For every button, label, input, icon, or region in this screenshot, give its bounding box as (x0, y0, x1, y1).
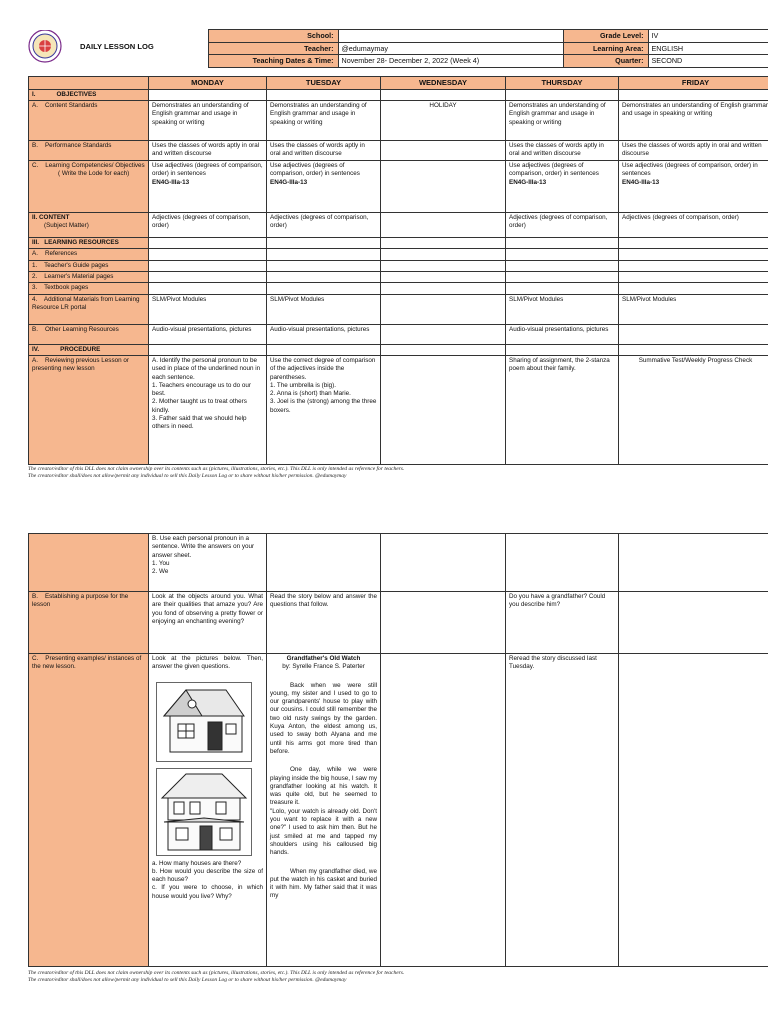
area-value: ENGLISH (648, 42, 768, 55)
lm-pages-label: 2. Learner's Material pages (29, 272, 149, 283)
footer-line-2: The creator/editor shall/does not allow/permit any individual to sell this Daily Lesson Log or to share without his/her permission. @edumaymay (28, 977, 347, 984)
resources-label: III. LEARNING RESOURCES (29, 238, 149, 249)
tg-pages-label: 1. Teacher's Guide pages (29, 260, 149, 271)
day-header-tuesday: TUESDAY (267, 77, 381, 90)
review-thu: Sharing of assignment, the 2-stanza poem about their family. (506, 355, 619, 464)
content-standards-thu: Demonstrates an understanding of English grammar and usage in speaking or writing (506, 101, 619, 141)
competency-code: EN4G-IIIa-13 (270, 178, 308, 186)
examples-thu: Reread the story discussed last Tuesday. (506, 654, 619, 967)
house-small-picture (156, 682, 263, 762)
performance-standards-mon: Uses the classes of words aptly in oral and written discourse (149, 141, 267, 161)
quarter-value: SECOND (648, 55, 768, 68)
other-resources-mon: Audio-visual presentations, pictures (149, 324, 267, 344)
day-header-thursday: THURSDAY (506, 77, 619, 90)
dates-value: November 28- December 2, 2022 (Week 4) (338, 55, 563, 68)
textbook-pages-label: 3. Textbook pages (29, 283, 149, 294)
content-thu: Adjectives (degrees of comparison, order) (506, 213, 619, 238)
story-title: Grandfather's Old Watch (286, 655, 361, 662)
competencies-fri (619, 161, 768, 213)
additional-materials-label: 4. Additional Materials from Learning Resource LR portal (29, 294, 149, 324)
examples-label: C. Presenting examples/ instances of the new lesson. (29, 654, 149, 967)
purpose-thu: Do you have a grandfather? Could you describe him? (506, 592, 619, 654)
competency-text: Use adjectives (degrees of comparison, order) in sentences (622, 162, 758, 178)
header-block (28, 29, 768, 68)
competencies-label-cell (29, 161, 149, 213)
examples-mon (149, 654, 267, 967)
additional-materials-mon: SLM/Pivot Modules (149, 294, 267, 324)
footer-disclaimer-1 (28, 466, 748, 481)
competency-code: EN4G-IIIa-13 (622, 178, 660, 186)
content-standards-mon: Demonstrates an understanding of English grammar and usage in speaking or writing (149, 101, 267, 141)
main-table-page2 (28, 533, 768, 967)
content-standards-fri: Demonstrates an understanding of English grammar and usage in speaking or writing (619, 101, 768, 141)
review-label: A. Reviewing previous Lesson or presenting new lesson (29, 355, 149, 464)
other-resources-thu: Audio-visual presentations, pictures (506, 324, 619, 344)
competency-text: Use adjectives (degrees of comparison, order) in sentences (509, 162, 599, 178)
competencies-mon (149, 161, 267, 213)
footer-line-2: The creator/editor shall/does not allow/permit any individual to sell this Daily Lesson Log or to share without his/her permission. @edumaymay (28, 473, 347, 480)
content-label: II. CONTENT (32, 214, 70, 222)
competencies-sub: ( Write the Lode for each) (58, 170, 130, 178)
competency-text: Use adjectives (degrees of comparison, order) in sentences (152, 162, 263, 178)
teacher-label: Teacher: (208, 42, 338, 55)
objectives-header: I. OBJECTIVES (29, 89, 149, 100)
footer-disclaimer-2 (28, 970, 748, 985)
additional-materials-thu: SLM/Pivot Modules (506, 294, 619, 324)
footer-line-1: The creator/editor of this DLL does not claim ownership over its contents such as (pictures, illustrations, stories, etc.). This DLL is only intended as reference for teachers. (28, 970, 405, 976)
competencies-label: C. Learning Competencies/ Objectives (32, 162, 145, 170)
content-label-cell (29, 213, 149, 238)
examples-mon-intro: Look at the pictures below. Then, answer the given questions. (152, 655, 263, 671)
story-paragraph-1: Back when we were still young, my sister and I used to go to our grandparents' house to play with our cousins. I could still remember the two old rusty swings by the garden. Kuya Anton, the eldest among us, used to sway both Alyana and me until his arms got more tired than before. (270, 681, 377, 755)
deped-seal-icon (28, 30, 62, 63)
content-standards-tue: Demonstrates an understanding of English grammar and usage in speaking or writing (267, 101, 381, 141)
performance-standards-tue: Uses the classes of words aptly in oral and written discourse (267, 141, 381, 161)
content-sub: (Subject Matter) (44, 222, 89, 230)
day-header-wednesday: WEDNESDAY (381, 77, 506, 90)
performance-standards-thu: Uses the classes of words aptly in oral and written discourse (506, 141, 619, 161)
story-author: by: Syrelle France S. Paterter (282, 663, 365, 671)
header-logo-cell (28, 30, 208, 68)
review-mon-continued: B. Use each personal pronoun in a sentence. Write the answers on your answer sheet. 1. You 2. We (149, 534, 267, 592)
grade-label: Grade Level: (563, 30, 648, 43)
content-mon: Adjectives (degrees of comparison, order) (149, 213, 267, 238)
purpose-tue: Read the story below and answer the questions that follow. (267, 592, 381, 654)
area-label: Learning Area: (563, 42, 648, 55)
other-resources-tue: Audio-visual presentations, pictures (267, 324, 381, 344)
purpose-label: B. Establishing a purpose for the lesson (29, 592, 149, 654)
story-cell (267, 654, 381, 967)
competency-code: EN4G-IIIa-13 (509, 178, 547, 186)
school-label: School: (208, 30, 338, 43)
competency-code: EN4G-IIIa-13 (152, 178, 190, 186)
examples-mon-questions: a. How many houses are there? b. How would you describe the size of each house? c. If you were to choose, in which house would you live? Why? (152, 859, 263, 900)
additional-materials-tue: SLM/Pivot Modules (267, 294, 381, 324)
references-label: A. References (29, 249, 149, 260)
day-header-friday: FRIDAY (619, 77, 768, 90)
story-paragraph-2: One day, while we were playing inside the big house, I saw my grandfather looking at his watch. It was quite old, but he seemed to treasure it. (270, 766, 377, 807)
review-mon: A. Identify the personal pronoun to be used in place of the underlined noun in each sentence. 1. Teachers encourage us to do our best. 2. Mother taught us to treat others kindly. 3. Father said that we should help others in need. (149, 355, 267, 464)
school-value (338, 30, 563, 43)
story-paragraph-4: When my grandfather died, we put the watch in his casket and buried it with him. My father said that it was my (270, 867, 377, 900)
dates-label: Teaching Dates & Time: (208, 55, 338, 68)
day-header-monday: MONDAY (149, 77, 267, 90)
house-big-picture (156, 768, 263, 856)
quarter-label: Quarter: (563, 55, 648, 68)
content-tue: Adjectives (degrees of comparison, order) (267, 213, 381, 238)
holiday-label: HOLIDAY (381, 101, 506, 141)
other-resources-label: B. Other Learning Resources (29, 324, 149, 344)
doc-title: DAILY LESSON LOG (80, 41, 154, 51)
procedure-label: IV. PROCEDURE (29, 344, 149, 355)
review-tue: Use the correct degree of comparison of the adjectives inside the parentheses. 1. The umbrella is (big). 2. Anna is (short) than Marie. 3. Joel is the (strong) among the three boxers. (267, 355, 381, 464)
main-table-page1 (28, 76, 768, 465)
content-fri: Adjectives (degrees of comparison, order) (619, 213, 768, 238)
additional-materials-fri: SLM/Pivot Modules (619, 294, 768, 324)
performance-standards-label: B. Performance Standards (29, 141, 149, 161)
purpose-mon: Look at the objects around you. What are their qualities that amaze you? Are you fond of observing a pretty flower or enjoying an enchanting evening? (149, 592, 267, 654)
content-standards-label: A. Content Standards (29, 101, 149, 141)
competencies-thu (506, 161, 619, 213)
competencies-tue (267, 161, 381, 213)
competency-text: Use adjectives (degrees of comparison, order) in sentences (270, 162, 360, 178)
performance-standards-fri: Uses the classes of words aptly in oral and written discourse (619, 141, 768, 161)
review-fri: Summative Test/Weekly Progress Check (619, 355, 768, 464)
footer-line-1: The creator/editor of this DLL does not claim ownership over its contents such as (pictures, illustrations, stories, etc.). This DLL is only intended as reference for teachers. (28, 466, 405, 472)
teacher-value: @edumaymay (338, 42, 563, 55)
grade-value: IV (648, 30, 768, 43)
story-paragraph-3: "Lolo, your watch is already old. Don't you want to replace it with a new one?" I used to ask him then. But he just smiled at me and tapped my shoulders using his calloused big hands. (270, 807, 377, 857)
